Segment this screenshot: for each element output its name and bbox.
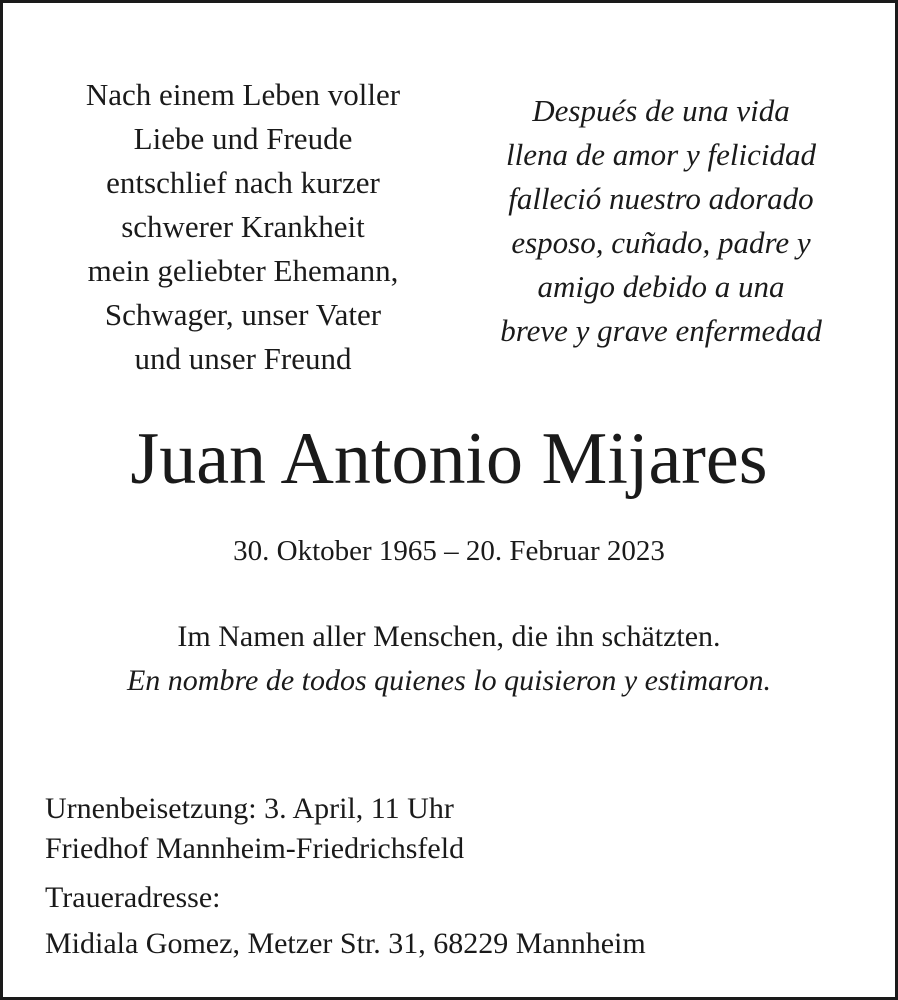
mourning-address — [45, 875, 865, 967]
intro-spanish-line: amigo debido a una — [537, 269, 785, 304]
mourning-address-label: Traueradresse: — [45, 881, 221, 914]
intro-german-line: und unser Freund — [134, 341, 352, 376]
intro-spanish-line: Después de una vida — [532, 93, 790, 128]
service-info — [45, 789, 865, 869]
service-location: Friedhof Mannheim-Friedrichsfeld — [45, 832, 465, 865]
service-date-time: Urnenbeisetzung: 3. April, 11 Uhr — [45, 792, 454, 825]
intro-spanish-line: esposo, cuñado, padre y — [511, 225, 811, 260]
intro-german-line: entschlief nach kurzer — [106, 165, 380, 200]
intro-spanish-line: falleció nuestro adorado — [508, 181, 814, 216]
intro-german-line: mein geliebter Ehemann, — [87, 253, 399, 288]
intro-german-line: Schwager, unser Vater — [104, 297, 382, 332]
intro-german-line: Liebe und Freude — [133, 121, 353, 156]
intro-spanish-line: breve y grave enfermedad — [500, 313, 822, 348]
intro-german-line: schwerer Krankheit — [121, 209, 365, 244]
intro-german — [43, 73, 443, 381]
life-dates: 30. Oktober 1965 – 20. Februar 2023 — [233, 535, 665, 567]
deceased-name: Juan Antonio Mijares — [130, 418, 768, 500]
intro-german-line: Nach einem Leben voller — [85, 77, 401, 112]
intro-spanish-line: llena de amor y felicidad — [506, 137, 816, 172]
memorial-line-german: Im Namen aller Menschen, die ihn schätzten. — [177, 620, 721, 653]
memorial-line-spanish: En nombre de todos quienes lo quisieron y estimaron. — [126, 664, 772, 697]
mourning-address-value: Midiala Gomez, Metzer Str. 31, 68229 Mannheim — [45, 927, 646, 960]
intro-spanish — [461, 89, 861, 353]
memorial-lines — [3, 615, 895, 703]
